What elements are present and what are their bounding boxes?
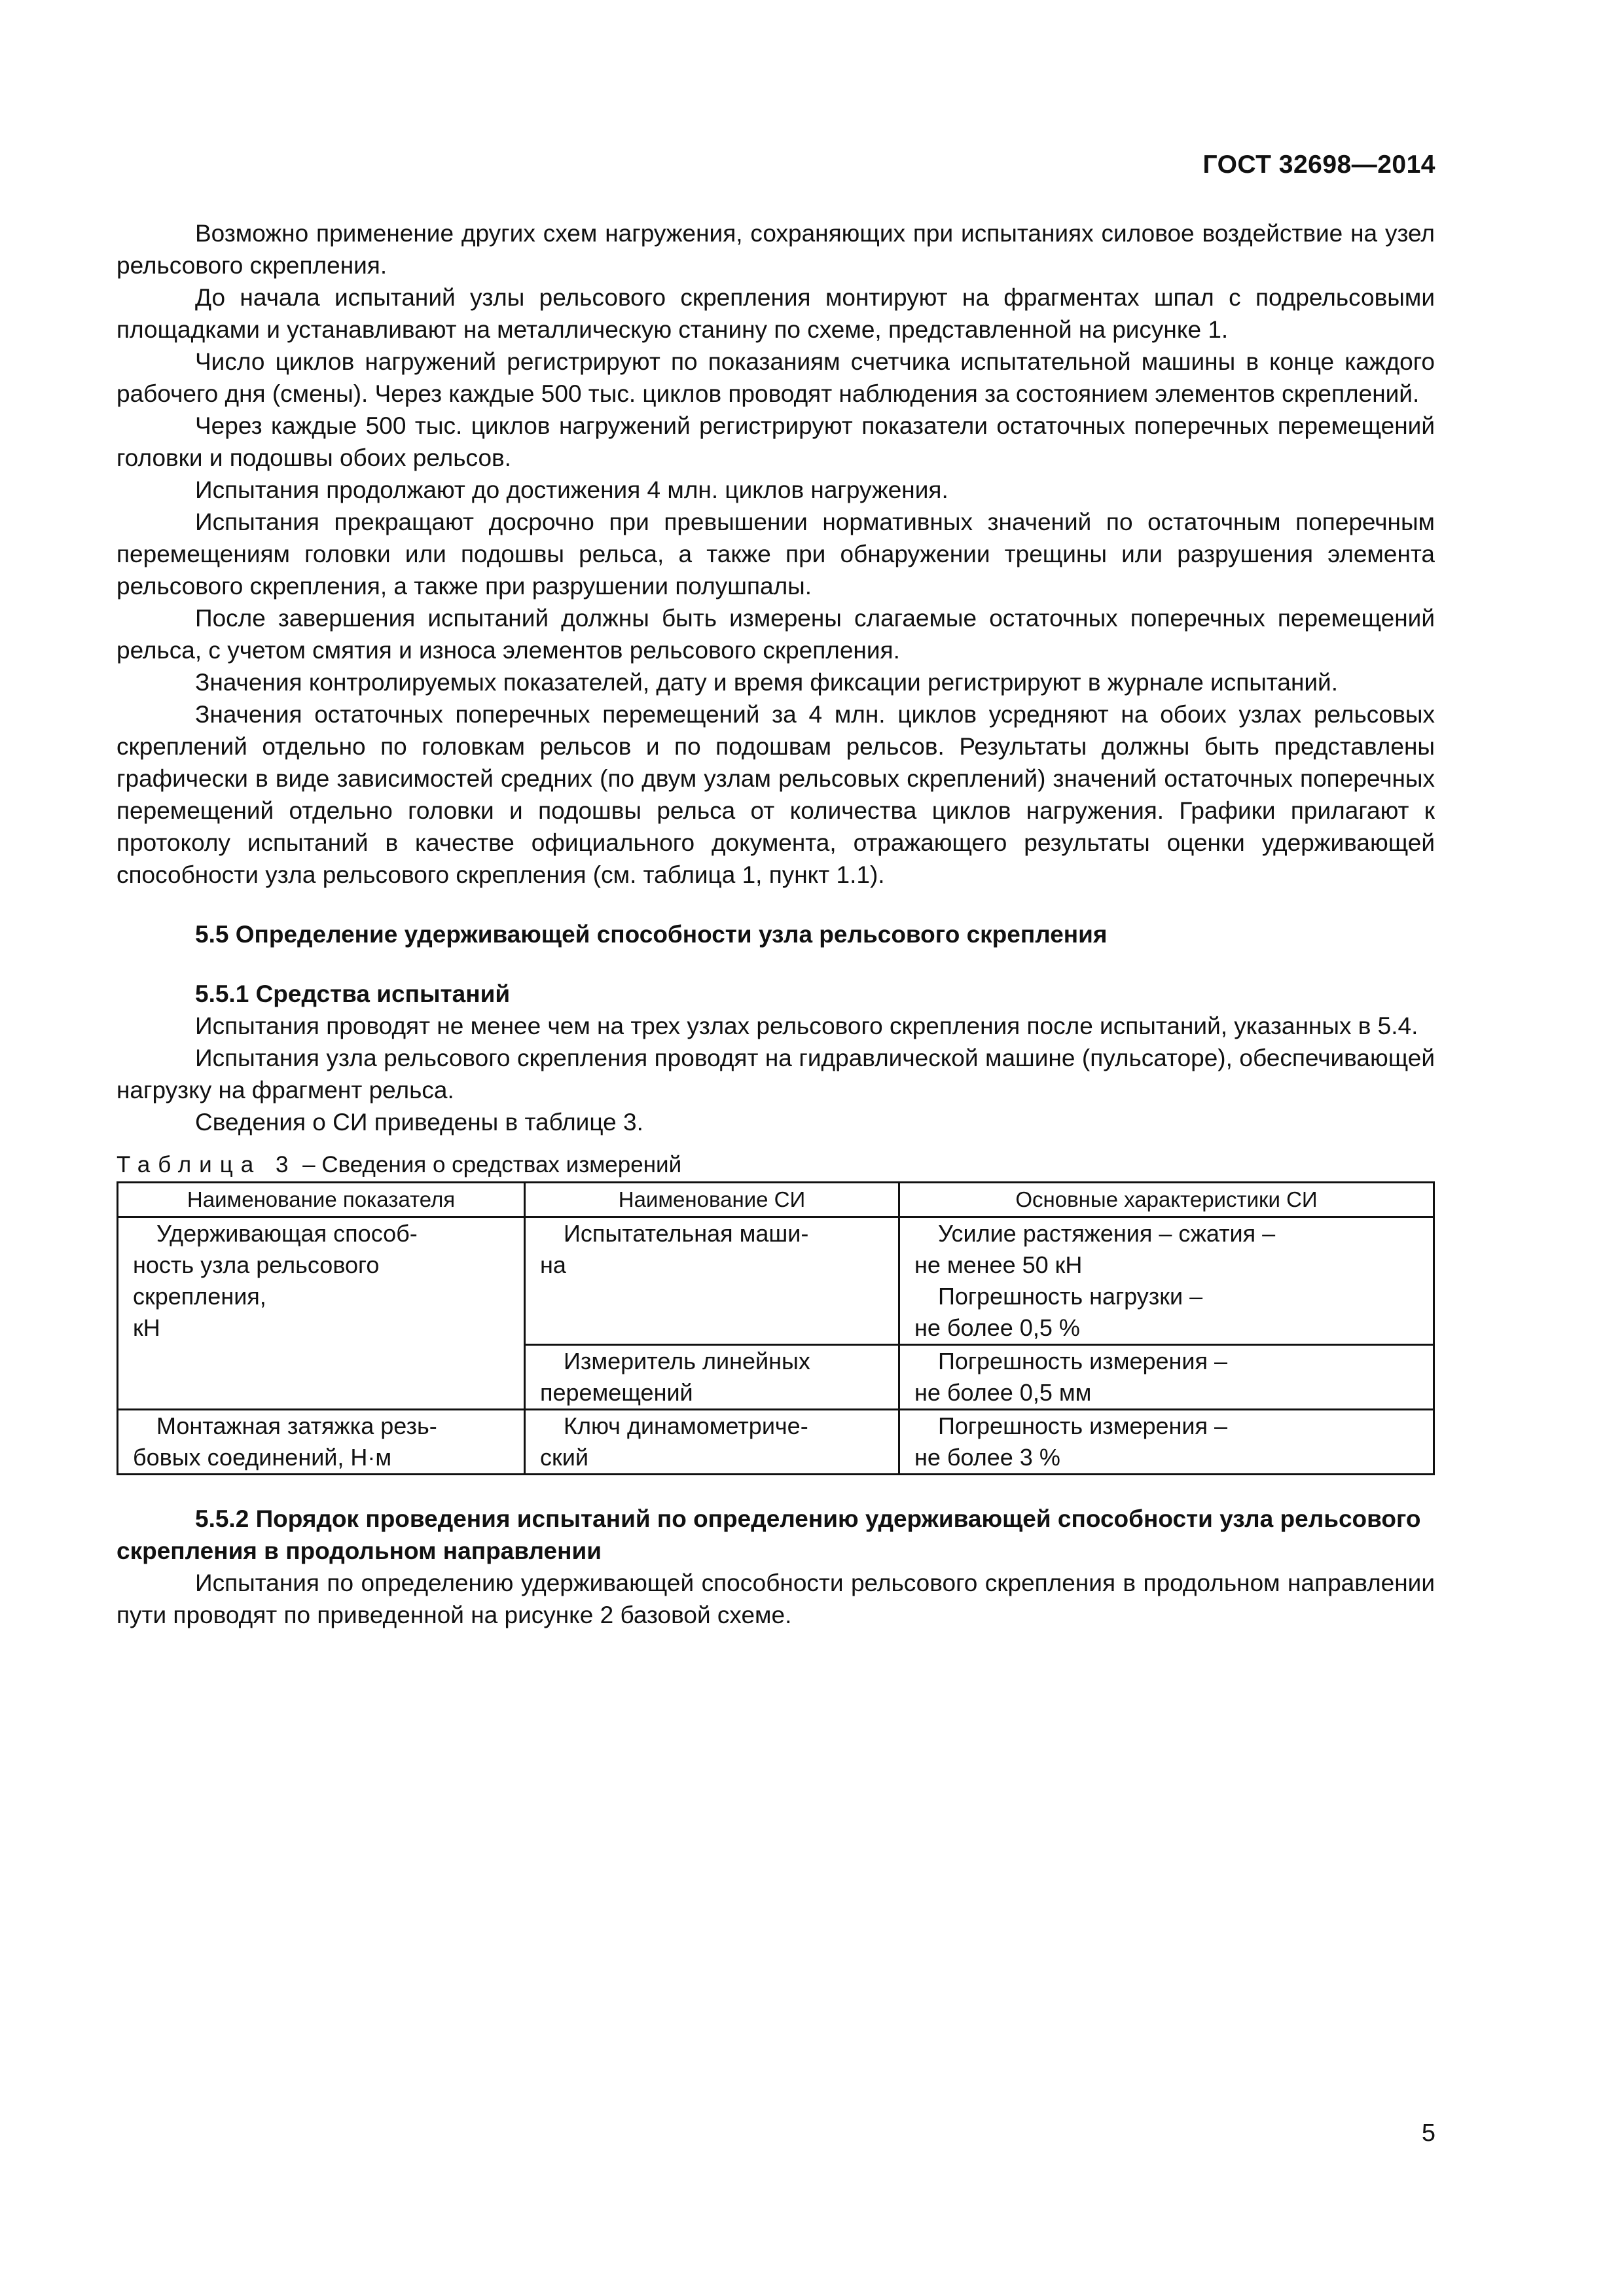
cell-line: не более 3 % (914, 1444, 1060, 1471)
table-header-row (118, 1183, 1434, 1217)
paragraph: Возможно применение других схем нагружения, сохраняющих при испытаниях силовое воздействие на узел рельсового скрепления. (117, 220, 1435, 279)
table-cell (525, 1217, 899, 1345)
table-row (118, 1217, 1434, 1345)
cell-line: Погрешность измерения – (938, 1348, 1228, 1374)
cell-line: ность узла рельсового (133, 1251, 380, 1278)
section-heading-5-5: 5.5 Определение удерживающей способности узла рельсового скрепления (195, 921, 1108, 948)
cell-line: Испытательная маши- (564, 1220, 809, 1247)
cell-line: Погрешность измерения – (938, 1412, 1228, 1439)
cell-line: не более 0,5 мм (914, 1379, 1092, 1406)
table-cell (899, 1217, 1434, 1345)
paragraph: Значения контролируемых показателей, дату и время фиксации регистрируют в журнале испытаний. (195, 669, 1339, 696)
section-heading-5-5-1: 5.5.1 Средства испытаний (195, 980, 511, 1007)
table-cell (899, 1410, 1434, 1475)
cell-line: ский (540, 1444, 588, 1471)
cell-line: Усилие растяжения – сжатия – (938, 1220, 1276, 1247)
paragraph: Испытания прекращают досрочно при превышении нормативных значений по остаточным поперечным перемещениям головки или подошвы рельса, а также при обнаружении трещины или разрушения элемента рельсового скрепления, а также при разрушении полушпалы. (117, 509, 1435, 600)
paragraph: Через каждые 500 тыс. циклов нагружений регистрируют показатели остаточных поперечных перемещений головки и подошвы обоих рельсов. (117, 412, 1435, 471)
column-header: Наименование показателя (118, 1183, 525, 1217)
paragraph: Испытания продолжают до достижения 4 млн. циклов нагружения. (195, 476, 948, 503)
paragraph: Число циклов нагружений регистрируют по показаниям счетчика испытательной машины в конце каждого рабочего дня (смены). Через каждые 500 тыс. циклов проводят наблюдения за состоянием элементов скреплений. (117, 348, 1435, 407)
cell-line: на (540, 1251, 566, 1278)
table-row (118, 1410, 1434, 1475)
table-cell (118, 1217, 525, 1410)
paragraph: Испытания узла рельсового скрепления проводят на гидравлической машине (пульсаторе), обеспечивающей нагрузку на фрагмент рельса. (117, 1045, 1435, 1103)
table-cell (525, 1345, 899, 1410)
table-caption (117, 1150, 1435, 1180)
paragraph: После завершения испытаний должны быть измерены слагаемые остаточных поперечных перемещений рельса, с учетом смятия и износа элементов рельсового скрепления. (117, 605, 1435, 664)
document-id-header: ГОСТ 32698—2014 (1202, 151, 1435, 179)
paragraph: Испытания по определению удерживающей способности рельсового скрепления в продольном направлении пути проводят по приведенной на рисунке 2 базовой схеме. (117, 1570, 1435, 1628)
cell-line: кН (133, 1314, 160, 1341)
cell-line: не более 0,5 % (914, 1314, 1080, 1341)
measurement-instruments-table (117, 1181, 1435, 1475)
cell-line: не менее 50 кН (914, 1251, 1083, 1278)
paragraph: До начала испытаний узлы рельсового скрепления монтируют на фрагментах шпал с подрельсовыми площадками и устанавливают на металлическую станину по схеме, представленной на рисунке 1. (117, 284, 1435, 343)
document-body (117, 217, 1435, 1631)
table-caption-text: – Сведения о средствах измерений (296, 1152, 682, 1177)
cell-line: Погрешность нагрузки – (938, 1283, 1203, 1310)
table-caption-label: Таблица 3 (117, 1152, 297, 1177)
paragraph: Сведения о СИ приведены в таблице 3. (195, 1109, 643, 1136)
cell-line: Ключ динамометриче- (564, 1412, 808, 1439)
paragraph: Испытания проводят не менее чем на трех узлах рельсового скрепления после испытаний, указанных в 5.4. (195, 1013, 1418, 1039)
paragraph: Значения остаточных поперечных перемещений за 4 млн. циклов усредняют на обоих узлах рельсовых скреплений отдельно по головкам рельсов и по подошвам рельсов. Результаты должны быть представлены графически в виде зависимостей средних (по двум узлам рельсовых скреплений) значений остаточных поперечных перемещений отдельно головки и подошвы рельса от количества циклов нагружения. Графики прилагают к протоколу испытаний в качестве официального документа, отражающего результаты оценки удерживающей способности узла рельсового скрепления (см. таблица 1, пункт 1.1). (117, 701, 1435, 888)
cell-line: Монтажная затяжка резь- (156, 1412, 437, 1439)
table-cell (899, 1345, 1434, 1410)
cell-line: бовых соединений, Н·м (133, 1444, 392, 1471)
page-number: 5 (1421, 2119, 1435, 2147)
column-header: Основные характеристики СИ (899, 1183, 1434, 1217)
section-heading-5-5-2: 5.5.2 Порядок проведения испытаний по определению удерживающей способности узла рельсового скрепления в продольном направлении (117, 1505, 1421, 1564)
cell-line: скрепления, (133, 1283, 266, 1310)
table-cell (118, 1410, 525, 1475)
cell-line: Измеритель линейных (564, 1348, 810, 1374)
column-header: Наименование СИ (525, 1183, 899, 1217)
cell-line: перемещений (540, 1379, 693, 1406)
cell-line: Удерживающая способ- (156, 1220, 418, 1247)
table-cell (525, 1410, 899, 1475)
